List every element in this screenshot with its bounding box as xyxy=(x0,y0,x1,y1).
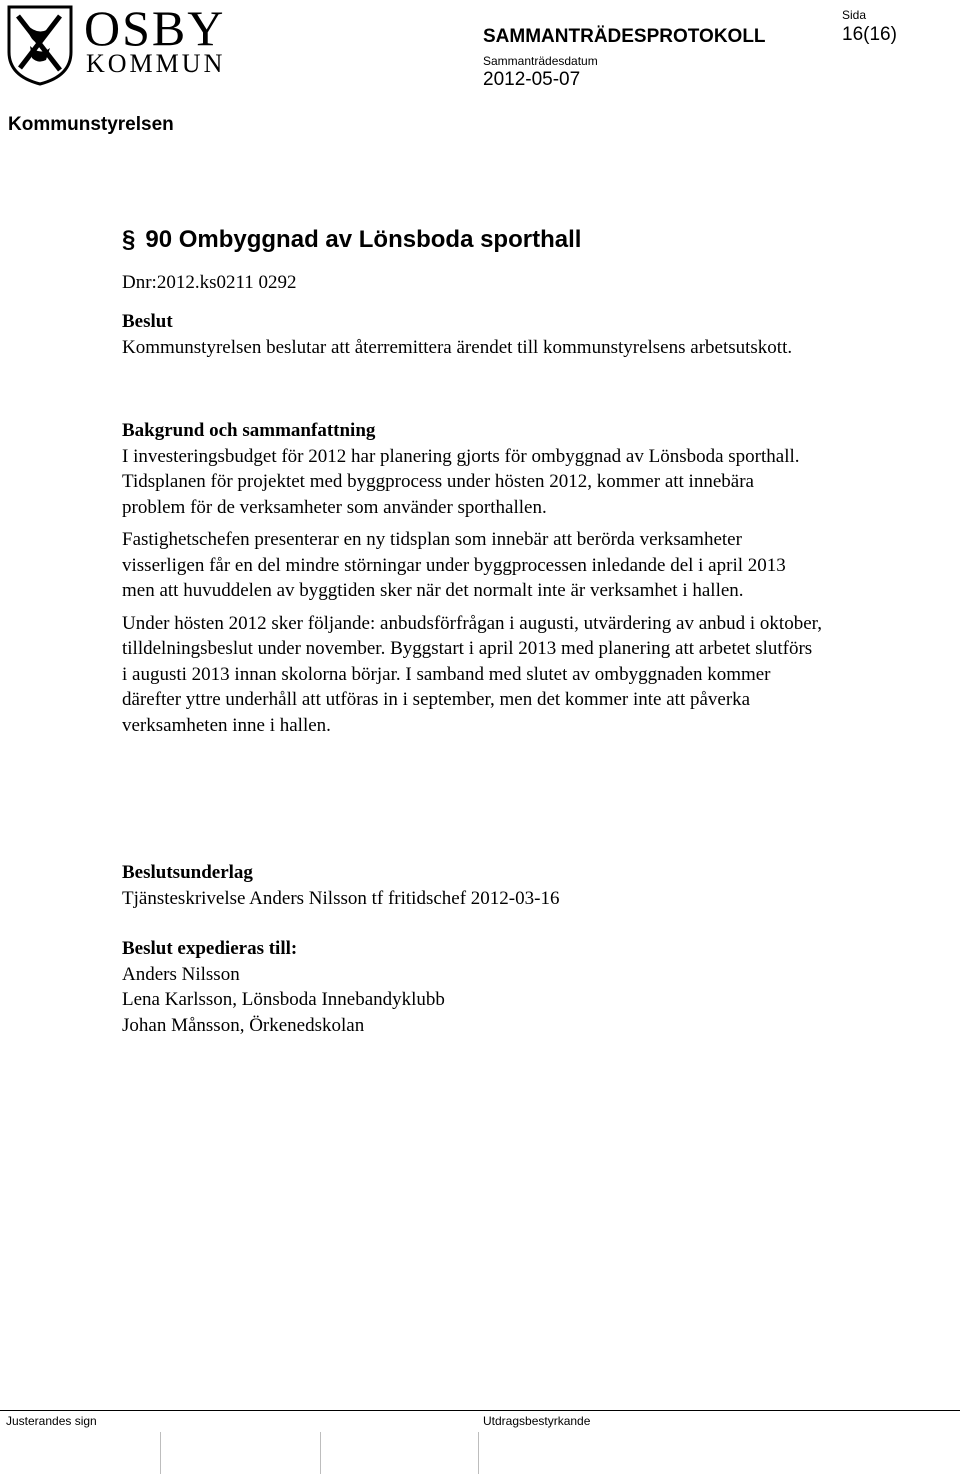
underlag-block xyxy=(122,860,822,911)
bakgrund-heading: Bakgrund och sammanfattning xyxy=(122,420,376,441)
bakgrund-paragraph: Fastighetschefen presenterar en ny tidsplan som innebär att berörda verksamheter visserligen får en del mindre störningar under byggprocessen inledande del i april 2013 men att huvuddelen av byggtiden sker när det normalt inte är verksamhet i hallen. xyxy=(122,529,786,601)
recipient-item: Johan Månsson, Örkenedskolan xyxy=(122,1014,365,1036)
section-title-text: 90 Ombyggnad av Lönsboda sporthall xyxy=(145,226,582,253)
footer-justerandes-label: Justerandes sign xyxy=(6,1414,97,1428)
signature-box-divider xyxy=(478,1432,479,1474)
bakgrund-paragraph: I investeringsbudget för 2012 har planering gjorts för ombyggnad av Lönsboda sporthall. Tidsplanen för projektet med byggprocess under hösten 2012, kommer att innebära problem för de verksamheter som använder sporthallen. xyxy=(122,445,800,518)
recipient-item: Lena Karlsson, Lönsboda Innebandyklubb xyxy=(122,989,445,1010)
expedieras-heading: Beslut expedieras till: xyxy=(122,938,298,959)
bakgrund-paragraph: Under hösten 2012 sker följande: anbudsförfrågan i augusti, utvärdering av anbud i oktober, tilldelningsbeslut under november. Byggstart i april 2013 med planering att arbetet slutförs i augusti 2013 innan skolorna börjar. I samband med slutet av ombyggnaden kommer därefter yttre underhåll att utföras in i september, men det kommer inte att påverka verksamheten inne i hallen. xyxy=(122,612,822,736)
meeting-date: 2012-05-07 xyxy=(483,69,581,90)
recipient-item: Anders Nilsson xyxy=(122,963,240,985)
signature-box-divider xyxy=(320,1432,321,1474)
logo-wordmark: OSBY xyxy=(84,0,226,56)
osby-coat-of-arms-icon xyxy=(6,4,74,86)
page-number: 16(16) xyxy=(842,24,897,45)
section-sign: § xyxy=(122,226,136,253)
underlag-heading: Beslutsunderlag xyxy=(122,862,253,883)
meeting-date-label: Sammanträdesdatum xyxy=(483,54,598,68)
expedieras-block xyxy=(122,936,822,1038)
dnr: Dnr:2012.ks0211 0292 xyxy=(122,272,297,293)
bakgrund-block xyxy=(122,418,822,738)
beslut-heading: Beslut xyxy=(122,311,173,332)
organization-name: Kommunstyrelsen xyxy=(8,114,174,135)
footer-utdrag-label: Utdragsbestyrkande xyxy=(483,1414,591,1428)
page-label: Sida xyxy=(842,8,867,22)
beslut-text: Kommunstyrelsen beslutar att återremittera ärendet till kommunstyrelsens arbetsutskott. xyxy=(122,336,793,358)
document-type: SAMMANTRÄDESPROTOKOLL xyxy=(483,26,766,47)
signature-box-divider xyxy=(160,1432,161,1474)
section-title xyxy=(122,226,581,254)
logo-subtitle: KOMMUN xyxy=(86,49,226,78)
beslut-block xyxy=(122,309,822,360)
footer-divider xyxy=(0,1410,960,1411)
underlag-text: Tjänsteskrivelse Anders Nilsson tf fritidschef 2012-03-16 xyxy=(122,887,560,909)
